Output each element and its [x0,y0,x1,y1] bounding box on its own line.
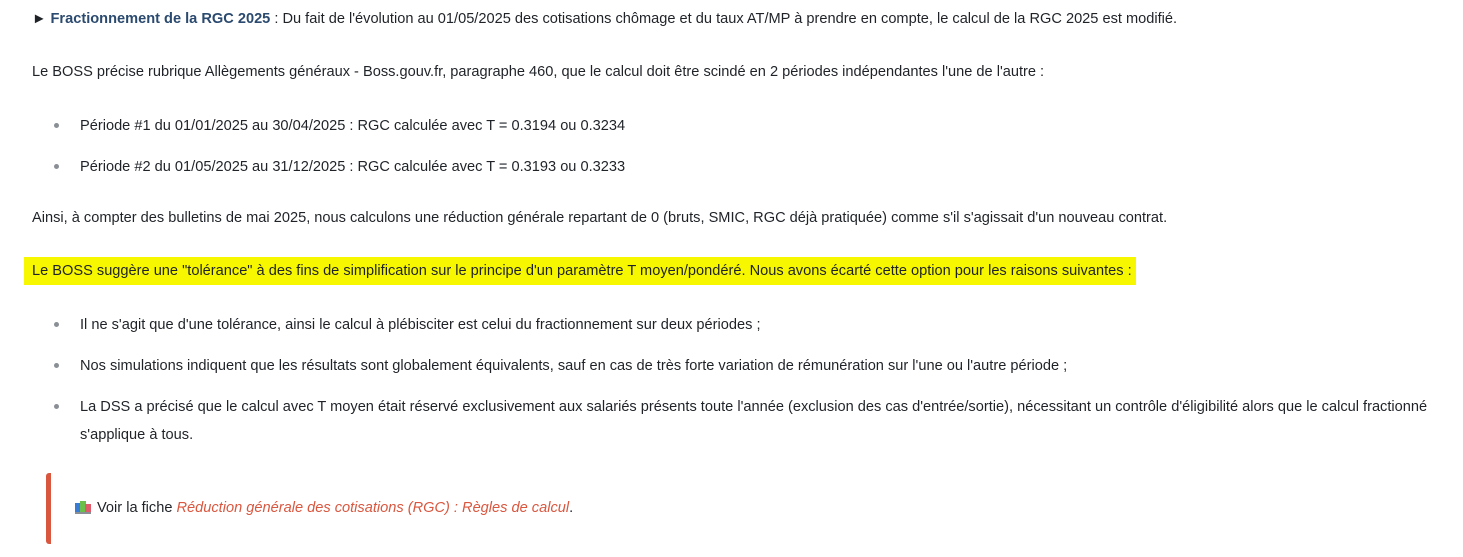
highlighted-text: Le BOSS suggère une "tolérance" à des fins de simplification sur le principe d'un paramètre T moyen/pondéré. Nous avons écarté cette option pour les raisons suivantes : [24,257,1136,285]
arrow-icon: ► [32,11,47,27]
reason-2-text: Nos simulations indiquent que les résultats sont globalement équivalents, sauf en cas de très forte variation de rémunération sur l'une ou l'autre période ; [80,358,1068,374]
books-icon [75,500,91,514]
period-1-text: Période #1 du 01/01/2025 au 30/04/2025 : RGC calculée avec T = 0.3194 ou 0.3234 [80,118,626,134]
rgc-fiche-link[interactable]: Réduction générale des cotisations (RGC) : Règles de calcul [176,500,570,516]
rgc-title-link[interactable]: Fractionnement de la RGC 2025 [50,11,271,27]
highlight-paragraph [32,261,1136,281]
period-2-text: Période #2 du 01/05/2025 au 31/12/2025 : RGC calculée avec T = 0.3193 ou 0.3233 [80,159,626,175]
bullet-icon [54,404,59,409]
see-also-callout [46,473,751,544]
callout-prefix: Voir la fiche [97,500,177,516]
bullet-icon [54,322,59,327]
callout-suffix: . [569,500,574,516]
reason-1-text: Il ne s'agit que d'une tolérance, ainsi le calcul à plébisciter est celui du fractionnement sur deux périodes ; [80,317,761,333]
bullet-icon [54,164,59,169]
intro-text: : Du fait de l'évolution au 01/05/2025 des cotisations chômage et du taux AT/MP à prendre en compte, le calcul de la RGC 2025 est modifié. [270,11,1178,27]
reason-3-text: La DSS a précisé que le calcul avec T moyen était réservé exclusivement aux salariés présents toute l'année (exclusion des cas d'entrée/sortie), nécessitant un contrôle d'éligibilité alors que le calcul fractionné s'applique à tous. [80,399,1428,443]
intro-paragraph [32,9,1177,29]
bullet-icon [54,123,59,128]
bullet-icon [54,363,59,368]
ainsi-paragraph: Ainsi, à compter des bulletins de mai 2025, nous calculons une réduction générale repartant de 0 (bruts, SMIC, RGC déjà pratiquée) comme s'il s'agissait d'un nouveau contrat. [32,210,1168,226]
boss-paragraph: Le BOSS précise rubrique Allègements généraux - Boss.gouv.fr, paragraphe 460, que le calcul doit être scindé en 2 périodes indépendantes l'une de l'autre : [32,64,1045,80]
